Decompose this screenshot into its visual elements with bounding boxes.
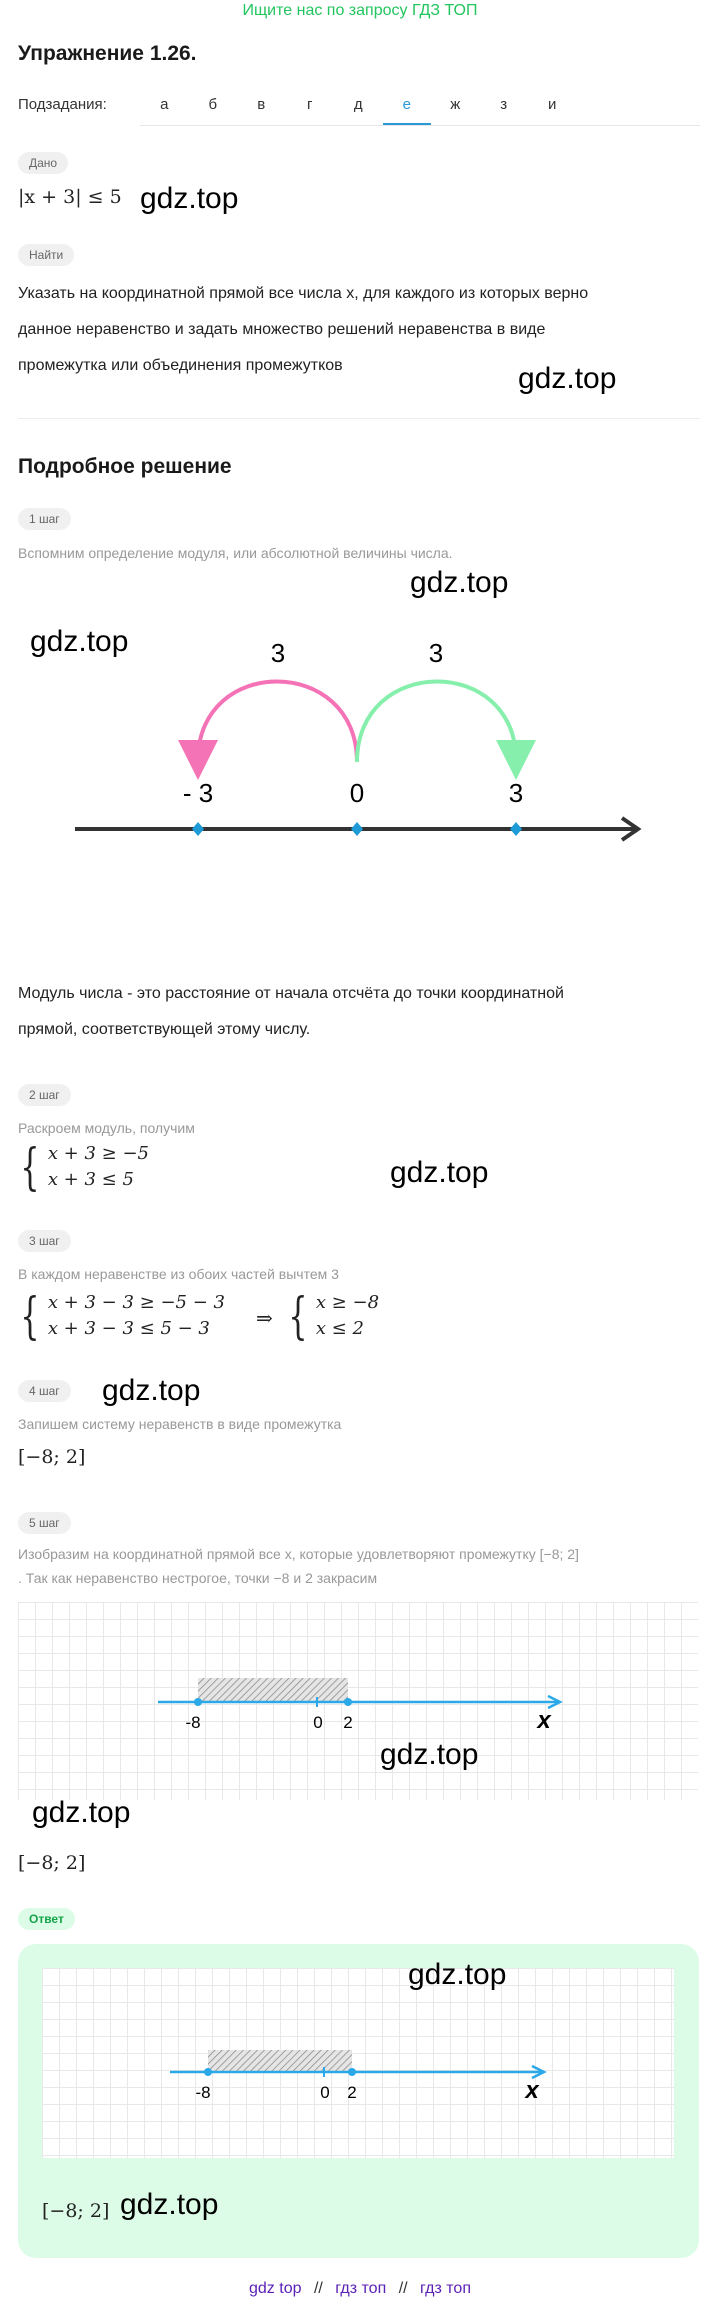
step5-graph — [18, 1602, 698, 1800]
brace: { — [20, 1138, 40, 1196]
page-title: Упражнение 1.26. — [18, 42, 197, 65]
brace: { — [20, 1287, 40, 1345]
system-line: x + 3 − 3 ≤ 5 − 3 — [47, 1318, 210, 1339]
implies-arrow: ⇒ — [256, 1306, 273, 1330]
answer-graph — [42, 1968, 674, 2158]
tabs-divider — [140, 125, 700, 126]
system-line: x ≤ 2 — [315, 1318, 364, 1339]
axis-label-minus8: -8 — [195, 2083, 211, 2102]
step3-result-system — [282, 1287, 380, 1345]
arc-left-label: 3 — [270, 638, 286, 668]
solution-hatch — [198, 1678, 348, 1702]
point-0 — [351, 822, 363, 836]
subtasks-tabs — [140, 90, 577, 126]
tab-z[interactable]: з — [500, 96, 508, 113]
point-minus8 — [204, 2068, 212, 2076]
watermark: gdz.top — [410, 566, 509, 599]
system-lines — [316, 1290, 379, 1342]
axis-var-x: x — [525, 2077, 539, 2104]
axis-label-0: 0 — [320, 2083, 330, 2102]
watermark: gdz.top — [32, 1796, 131, 1829]
answer-box — [18, 1944, 699, 2258]
step3-pill: 3 шаг — [18, 1230, 71, 1252]
step5-text-line2: . Так как неравенство нестрогое, точки −8 и 2 закрасим — [18, 1570, 378, 1586]
answer-axis-svg — [42, 1968, 674, 2158]
given-pill: Дано — [18, 152, 68, 174]
answer-interval: [−8; 2] — [42, 2200, 110, 2222]
step2-text: Раскроем модуль, получим — [18, 1120, 195, 1136]
step1-text: Вспомним определение модуля, или абсолютной величины числа. — [18, 545, 453, 561]
tab-i[interactable]: и — [548, 96, 557, 113]
step4-interval: [−8; 2] — [18, 1446, 86, 1468]
footer-separator: // — [398, 2280, 408, 2297]
find-text-line2: данное неравенство и задать множество решений неравенства в виде — [18, 321, 546, 338]
axis-label-2: 2 — [347, 2083, 357, 2102]
brace: { — [288, 1287, 308, 1345]
solution-hatch — [208, 2050, 352, 2072]
point-3 — [510, 822, 522, 836]
arc-right — [357, 681, 516, 762]
point-2 — [344, 1698, 352, 1706]
system-line: x + 3 ≤ 5 — [47, 1169, 134, 1190]
step4-text: Запишем систему неравенств в виде промежутка — [18, 1416, 342, 1432]
axis-var-x: x — [537, 1707, 551, 1734]
find-text-line1: Указать на координатной прямой все числа x, для каждого из которых верно — [18, 285, 589, 302]
divider — [18, 418, 700, 419]
footer-links — [0, 2280, 720, 2298]
tab-g[interactable]: г — [307, 96, 313, 113]
watermark: gdz.top — [120, 2188, 219, 2221]
step5-text-line1: Изобразим на координатной прямой все x, которые удовлетворяют промежутку [−8; 2] — [18, 1546, 579, 1562]
step2-system — [14, 1138, 150, 1196]
step5-pill: 5 шаг — [18, 1512, 71, 1534]
tab-zh[interactable]: ж — [450, 96, 461, 113]
step3-system — [14, 1287, 225, 1345]
watermark: gdz.top — [390, 1156, 489, 1189]
step5-interval: [−8; 2] — [18, 1852, 86, 1874]
footer-link-gdz-top-ru-2[interactable]: гдз топ — [420, 2280, 471, 2297]
point-minus3 — [192, 822, 204, 836]
search-banner[interactable]: Ищите нас по запросу ГДЗ ТОП — [242, 2, 478, 19]
solution-title: Подробное решение — [18, 455, 232, 478]
modulus-definition-line2: прямой, соответствующей этому числу. — [18, 1021, 311, 1038]
arc-left — [198, 681, 357, 762]
modulus-definition-line1: Модуль числа - это расстояние от начала отсчёта до точки координатной — [18, 985, 564, 1002]
point-label-0: 0 — [349, 778, 365, 808]
find-text-line3: промежутка или объединения промежутков — [18, 357, 343, 374]
axis-label-2: 2 — [343, 1713, 353, 1732]
arc-right-label: 3 — [428, 638, 444, 668]
step2-pill: 2 шаг — [18, 1084, 71, 1106]
point-label-minus3: - 3 — [182, 778, 214, 808]
point-2 — [348, 2068, 356, 2076]
given-expression: |x + 3| ≤ 5 — [18, 186, 122, 208]
step5-axis-svg — [18, 1602, 698, 1800]
modulus-diagram — [0, 600, 720, 860]
watermark: gdz.top — [102, 1374, 201, 1407]
axis-label-minus8: -8 — [185, 1713, 201, 1732]
find-pill: Найти — [18, 244, 74, 266]
system-line: x + 3 − 3 ≥ −5 − 3 — [47, 1292, 225, 1313]
watermark: gdz.top — [408, 1958, 507, 1991]
system-lines — [48, 1290, 225, 1342]
watermark: gdz.top — [518, 362, 617, 395]
step1-pill: 1 шаг — [18, 508, 71, 530]
watermark: gdz.top — [380, 1738, 479, 1771]
tab-a[interactable]: а — [160, 96, 169, 113]
watermark: gdz.top — [140, 182, 239, 215]
tab-b[interactable]: б — [208, 96, 218, 113]
system-lines — [48, 1141, 149, 1193]
step3-text: В каждом неравенстве из обоих частей вычтем 3 — [18, 1266, 339, 1282]
step4-pill: 4 шаг — [18, 1380, 71, 1402]
system-line: x + 3 ≥ −5 — [47, 1143, 150, 1164]
tab-v[interactable]: в — [257, 96, 266, 113]
tab-d[interactable]: д — [353, 96, 363, 113]
point-minus8 — [194, 1698, 202, 1706]
system-line: x ≥ −8 — [315, 1292, 380, 1313]
tab-e[interactable]: е — [383, 90, 432, 126]
subtasks-label: Подзадания: — [18, 96, 107, 113]
point-label-3: 3 — [508, 778, 524, 808]
footer-link-gdz-top-ru[interactable]: гдз топ — [335, 2280, 387, 2297]
axis-label-0: 0 — [313, 1713, 323, 1732]
answer-pill: Ответ — [18, 1908, 75, 1930]
footer-link-gdz-top[interactable]: gdz top — [249, 2280, 302, 2297]
footer-separator: // — [313, 2280, 323, 2297]
watermark: gdz.top — [30, 625, 129, 658]
